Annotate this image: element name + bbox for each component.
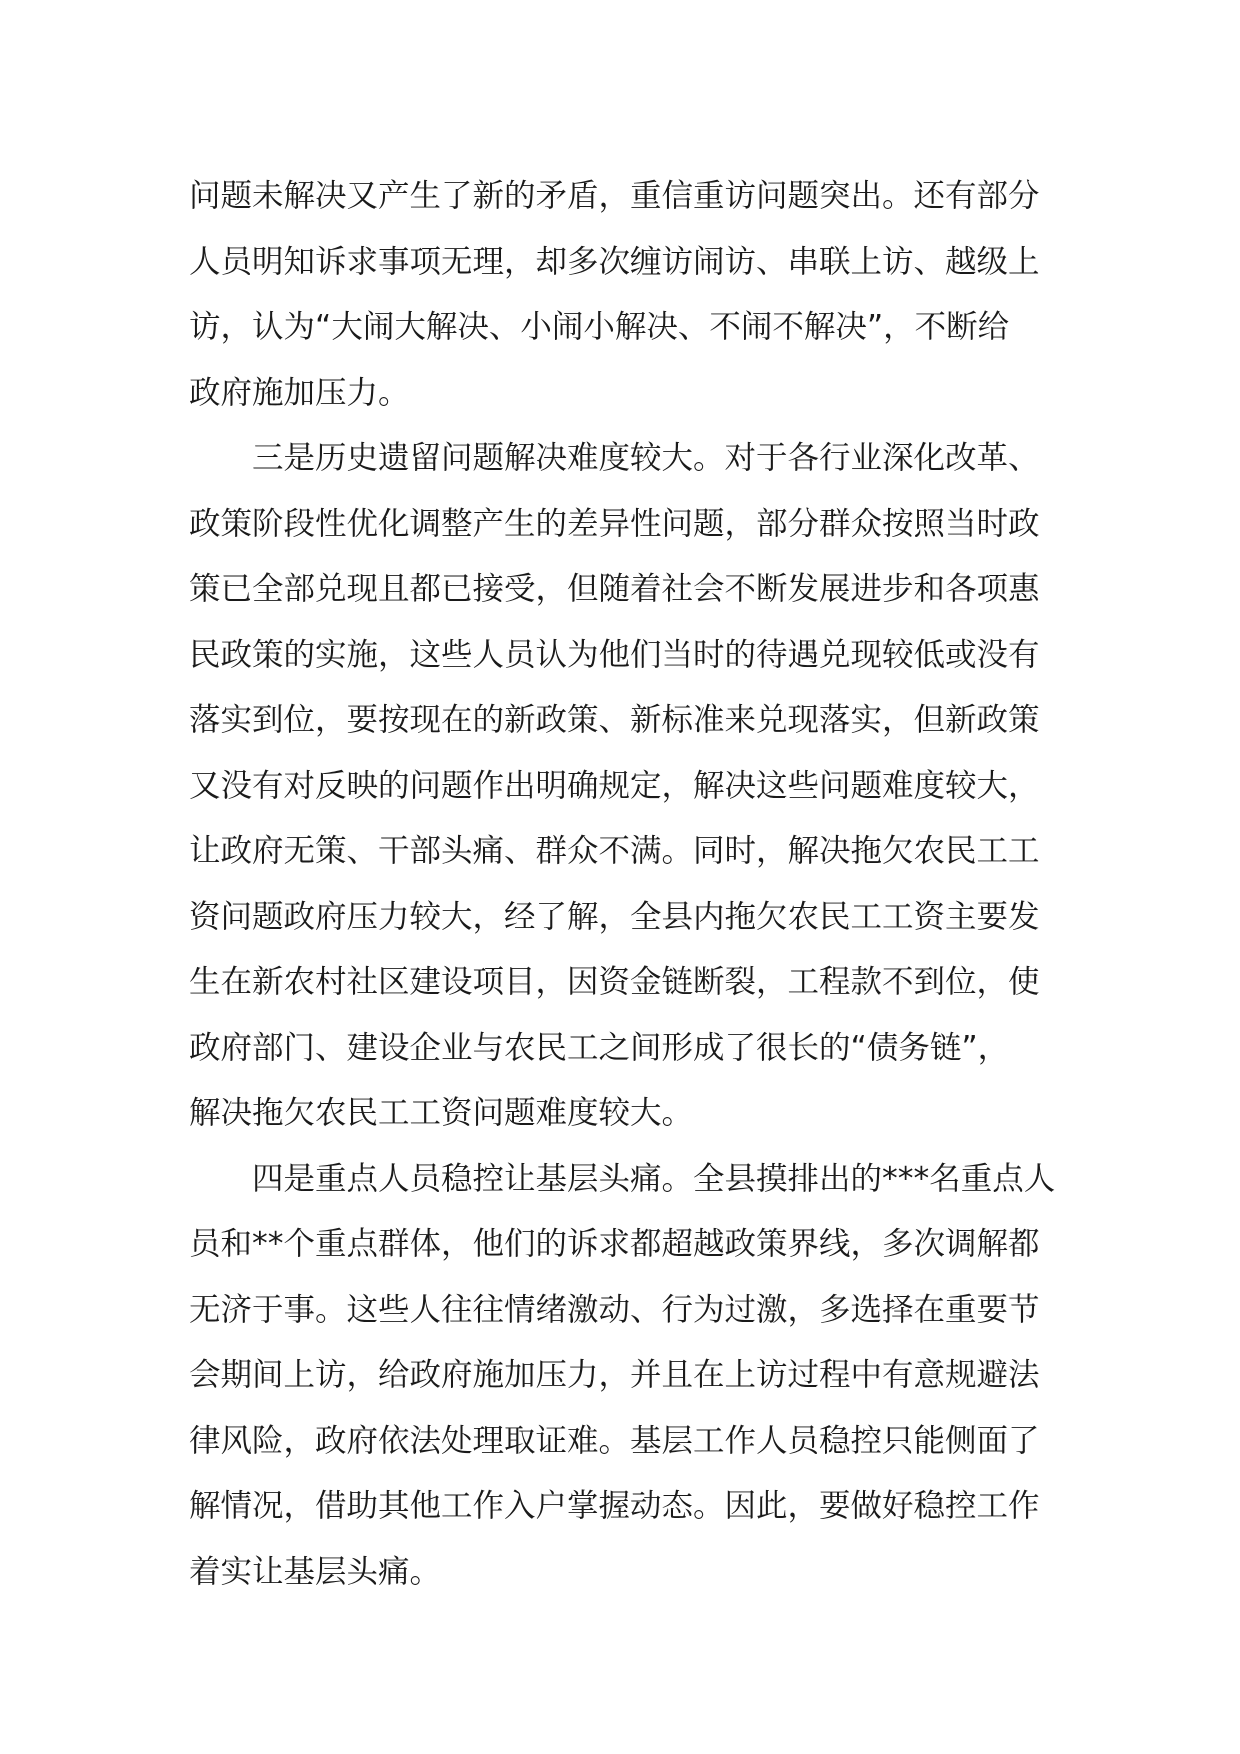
text-line: 问题未解决又产生了新的矛盾，重信重访问题突出。还有部分 [189, 178, 1040, 214]
text-line: 无济于事。这些人往往情绪激动、行为过激，多选择在重要节 [189, 1291, 1040, 1328]
text-line: 政府部门、建设企业与农民工之间形成了很长的“债务链”， [189, 1029, 1010, 1066]
text-line: 落实到位，要按现在的新政策、新标准来兑现落实，但新政策 [189, 702, 1040, 738]
text-line: 资问题政府压力较大，经了解，全县内拖欠农民工工资主要发 [189, 898, 1040, 935]
text-line: 政府施加压力。 [189, 374, 410, 411]
text-line: 策已全部兑现且都已接受，但随着社会不断发展进步和各项惠 [189, 571, 1040, 607]
text-line: 生在新农村社区建设项目，因资金链断裂，工程款不到位，使 [189, 964, 1040, 1000]
text-line: 律风险，政府依法处理取证难。基层工作人员稳控只能侧面了 [189, 1422, 1040, 1459]
text-line: 会期间上访，给政府施加压力，并且在上访过程中有意规避法 [189, 1357, 1040, 1393]
text-line: 员和**个重点群体，他们的诉求都超越政策界线，多次调解都 [189, 1226, 1040, 1262]
paragraph-first-line: 三是历史遗留问题解决难度较大。对于各行业深化改革、 [252, 440, 1040, 476]
text-line: 民政策的实施，这些人员认为他们当时的待遇兑现较低或没有 [189, 636, 1040, 673]
text-line: 让政府无策、干部头痛、群众不满。同时，解决拖欠农民工工 [189, 833, 1040, 869]
text-line: 访，认为“大闹大解决、小闹小解决、不闹不解决”，不断给 [189, 309, 1010, 345]
body-text [189, 164, 1055, 1605]
text-line: 解决拖欠农民工工资问题难度较大。 [189, 1095, 694, 1131]
text-line: 政策阶段性优化调整产生的差异性问题，部分群众按照当时政 [189, 505, 1040, 542]
text-line: 解情况，借助其他工作入户掌握动态。因此，要做好稳控工作 [189, 1488, 1040, 1524]
text-line: 着实让基层头痛。 [189, 1553, 442, 1590]
text-line: 又没有对反映的问题作出明确规定，解决这些问题难度较大， [189, 767, 1040, 804]
paragraph-first-line: 四是重点人员稳控让基层头痛。全县摸排出的***名重点人 [252, 1160, 1056, 1197]
text-line: 人员明知诉求事项无理，却多次缠访闹访、串联上访、越级上 [189, 243, 1040, 280]
